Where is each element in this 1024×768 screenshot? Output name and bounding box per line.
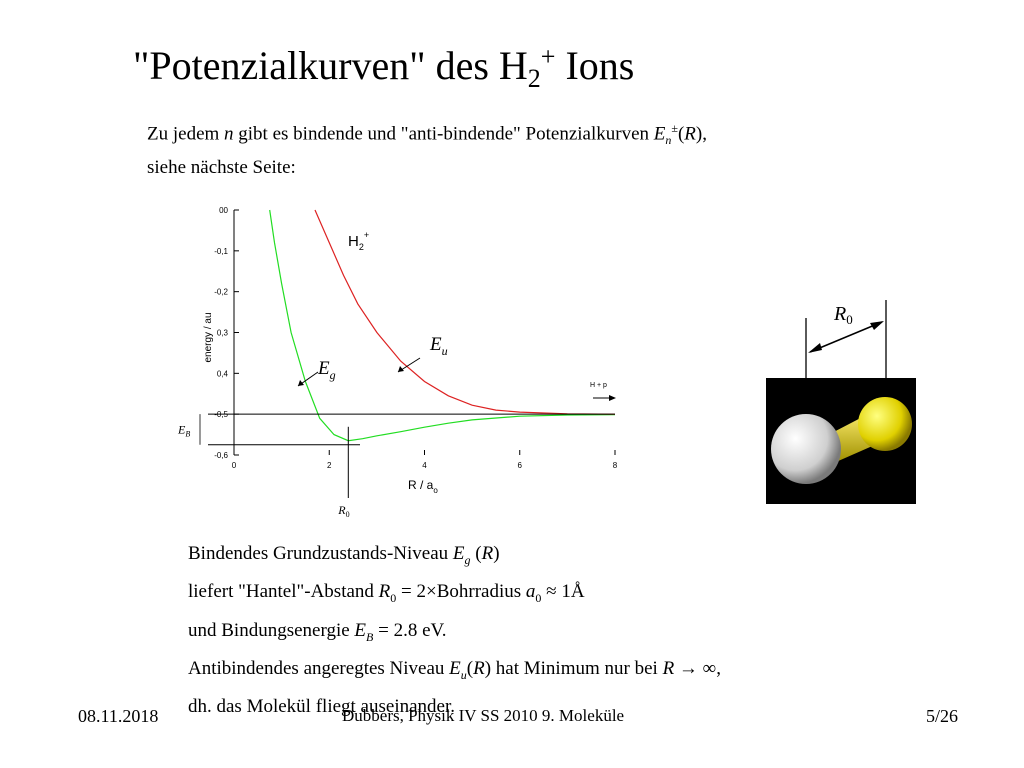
atom-right: [858, 397, 912, 451]
curve-E_g: [270, 210, 615, 441]
eb-label: $E_B$: [178, 422, 191, 439]
x-tick-label: 8: [612, 461, 618, 470]
y-tick-label: -0,6: [214, 451, 228, 460]
label-eu-sub: u: [441, 344, 448, 358]
x-tick-label: 2: [327, 461, 332, 470]
y-tick-label: -0,2: [214, 287, 228, 297]
x-tick-label: 0: [231, 461, 237, 470]
asymptote-label: H + p: [590, 382, 607, 389]
line-4: Antibindendes angeregtes Niveau $E_u(R)$ hat Minimum nur bei R → ∞,: [188, 657, 721, 682]
x-axis-label: R / $a_o$: [408, 478, 438, 495]
r0-label-sub: 0: [345, 510, 350, 519]
curve-E_u: [315, 210, 615, 414]
inset-label-sup: +: [363, 230, 370, 240]
y-axis-label: energy / au: [203, 312, 214, 363]
explanation-list: [188, 538, 721, 723]
label-eg-sub: g: [329, 368, 336, 382]
eb-label-sub: B: [185, 429, 191, 439]
y-tick-label: -0,5: [214, 410, 228, 420]
intro-text: Zu jedem n gibt es bindende und "anti-bindende" Potenzialkurven $E_n^\pm(R)$, siehe nächste Seite:: [147, 121, 707, 179]
inset-label-sub: 2: [358, 242, 364, 252]
footer-date: 08.11.2018: [78, 706, 159, 726]
y-tick-label: 0,3: [216, 328, 228, 338]
inset-label: $H_2^+$: [348, 230, 370, 252]
molecule-figure: [766, 300, 916, 504]
x-tick-label: 6: [517, 461, 522, 470]
line-1: Bindendes Grundzustands-Niveau $E_g$ (R): [188, 543, 500, 567]
label-eg: $E_g$: [318, 358, 336, 382]
x-tick-label: 4: [422, 461, 427, 470]
y-tick-label: 00: [219, 206, 228, 215]
molecule-r0-label: $R_0$: [834, 303, 853, 327]
y-tick-label: 0,4: [216, 369, 228, 379]
y-tick-label: -0,1: [214, 246, 228, 256]
asymptote-arrow-head: [609, 395, 616, 401]
line-3: und Bindungsenergie $E_B = 2.8$ eV.: [188, 619, 447, 644]
x-axis-label-sub: o: [433, 486, 438, 495]
label-eu: $E_u$: [430, 334, 448, 358]
line-5: dh. das Molekül fliegt auseinander.: [188, 696, 455, 718]
slide-title: "Potenzialkurven" des $H_2^+$ Ions: [133, 42, 635, 93]
footer-page: 5/26: [926, 706, 959, 726]
r0-label: $R_0$: [338, 503, 350, 519]
line-2: liefert "Hantel"-Abstand $R_0$ = 2×Bohrradius $a_0$ ≈ 1Å: [188, 581, 585, 606]
atom-left: [771, 414, 841, 484]
footer-center: Dubbers, Physik IV SS 2010 9. Moleküle: [342, 706, 625, 725]
